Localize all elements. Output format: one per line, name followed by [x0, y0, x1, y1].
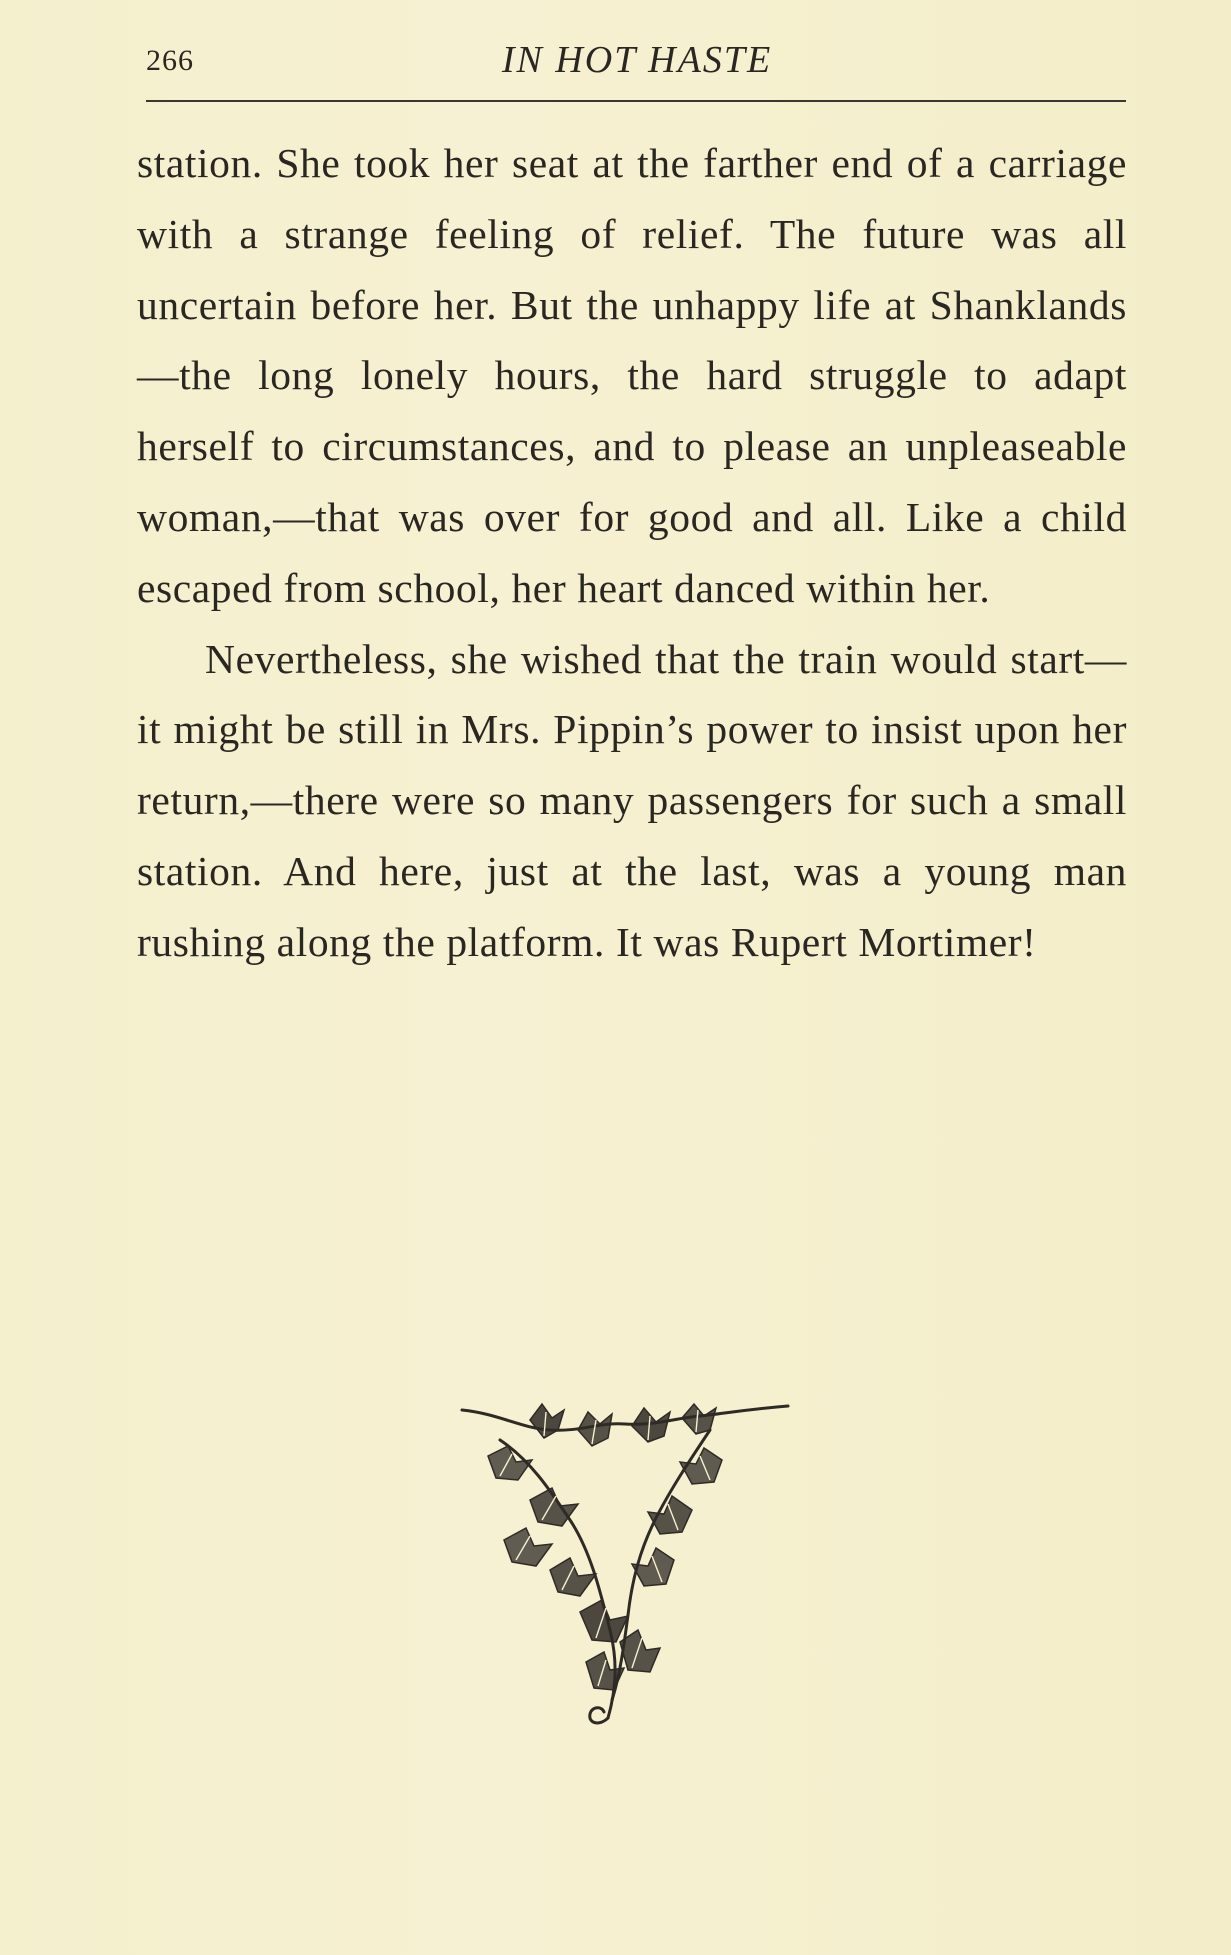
paragraph-2: Nevertheless, she wished that the train would start—it might be still in Mrs. Pippin’s power to insist upon her return,—there were so many passengers for such a small station. And here, just at the last, was a young man rushing along the platform. It was Rupert Mortimer!: [137, 635, 1127, 965]
body-text: [137, 128, 1127, 978]
running-head: [140, 34, 1124, 84]
header-rule: [146, 100, 1126, 102]
ivy-leaf-tailpiece-icon: [460, 1400, 790, 1730]
paragraph-1: station. She took her seat at the farther end of a carriage with a strange feeling of relief. The future was all uncertain before her. But the unhappy life at Shanklands—the long lonely hours, the hard struggle to adapt herself to circumstances, and to please an unpleaseable woman,—that was over for good and all. Like a child escaped from school, her heart danced within her.: [137, 140, 1127, 611]
page-number: 266: [146, 44, 194, 77]
running-title: IN HOT HASTE: [501, 39, 773, 81]
